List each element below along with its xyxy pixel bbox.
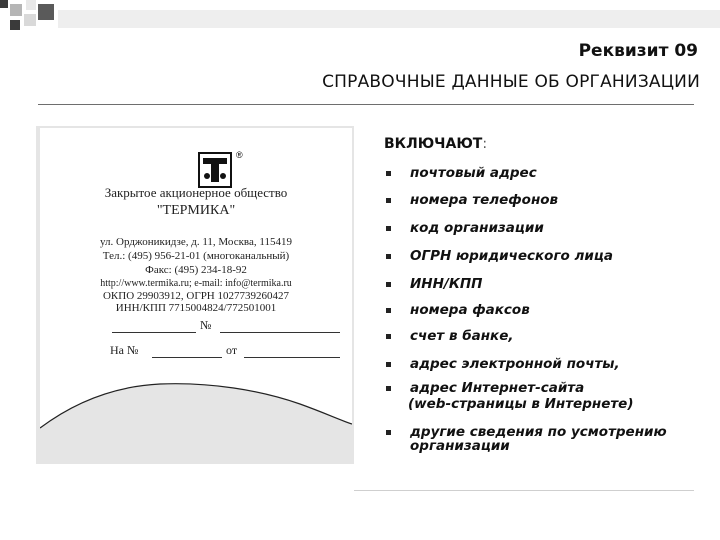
list-item: адрес Интернет-сайта [410,380,585,396]
on-number-line [152,357,222,358]
from-label: от [226,343,238,357]
list-item: номера факсов [410,302,530,318]
org-phone: Тел.: (495) 956-21-01 (многоканальный) [102,250,290,262]
bullet [386,308,391,313]
org-okpo-ogrn: ОКПО 29903912, ОГРН 1027739260427 [102,290,290,302]
list-item-continuation: (web-страницы в Интернете) [408,396,634,412]
bullet [386,171,391,176]
company-logo [198,152,232,188]
list-item: ОГРН юридического лица [410,248,613,264]
bullet [386,362,391,367]
slide-subtitle: Реквизит 09 [578,41,698,61]
org-web-email: http://www.termika.ru; e-mail: info@termika.ru [100,278,292,289]
list-item: адрес электронной почты, [410,356,620,372]
decorative-squares [0,0,720,40]
number-sign: № [200,318,212,332]
org-inn-kpp: ИНН/КПП 7715004824/772501001 [115,302,277,314]
list-item: ИНН/КПП [410,276,483,292]
bullet [386,334,391,339]
bullet [386,386,391,391]
registered-mark: ® [236,150,243,160]
bullet [386,254,391,259]
letterhead-sample [40,128,352,458]
on-number-label: На № [110,343,139,357]
org-address: ул. Орджоникидзе, д. 11, Москва, 115419 [100,236,292,248]
org-fax: Факс: (495) 234-18-92 [145,264,247,276]
list-item-continuation: организации [410,438,510,454]
doc-number-line-left [112,332,196,333]
list-item: код организации [410,220,544,236]
bullet [386,282,391,287]
list-item: номера телефонов [410,192,559,208]
list-item: другие сведения по усмотрению [410,424,667,440]
doc-number-line-right [220,332,340,333]
bullet [386,226,391,231]
org-name: "ТЕРМИКА" [156,203,236,218]
slide-title: СПРАВОЧНЫЕ ДАННЫЕ ОБ ОРГАНИЗАЦИИ [322,72,700,92]
bullet [386,198,391,203]
list-item: почтовый адрес [410,165,537,181]
title-divider [38,104,694,105]
org-type: Закрытое акционерное общество [104,185,288,200]
from-date-line [244,357,340,358]
list-heading: ВКЛЮЧАЮТ: [384,136,488,152]
list-item: счет в банке, [410,328,514,344]
bullet [386,430,391,435]
